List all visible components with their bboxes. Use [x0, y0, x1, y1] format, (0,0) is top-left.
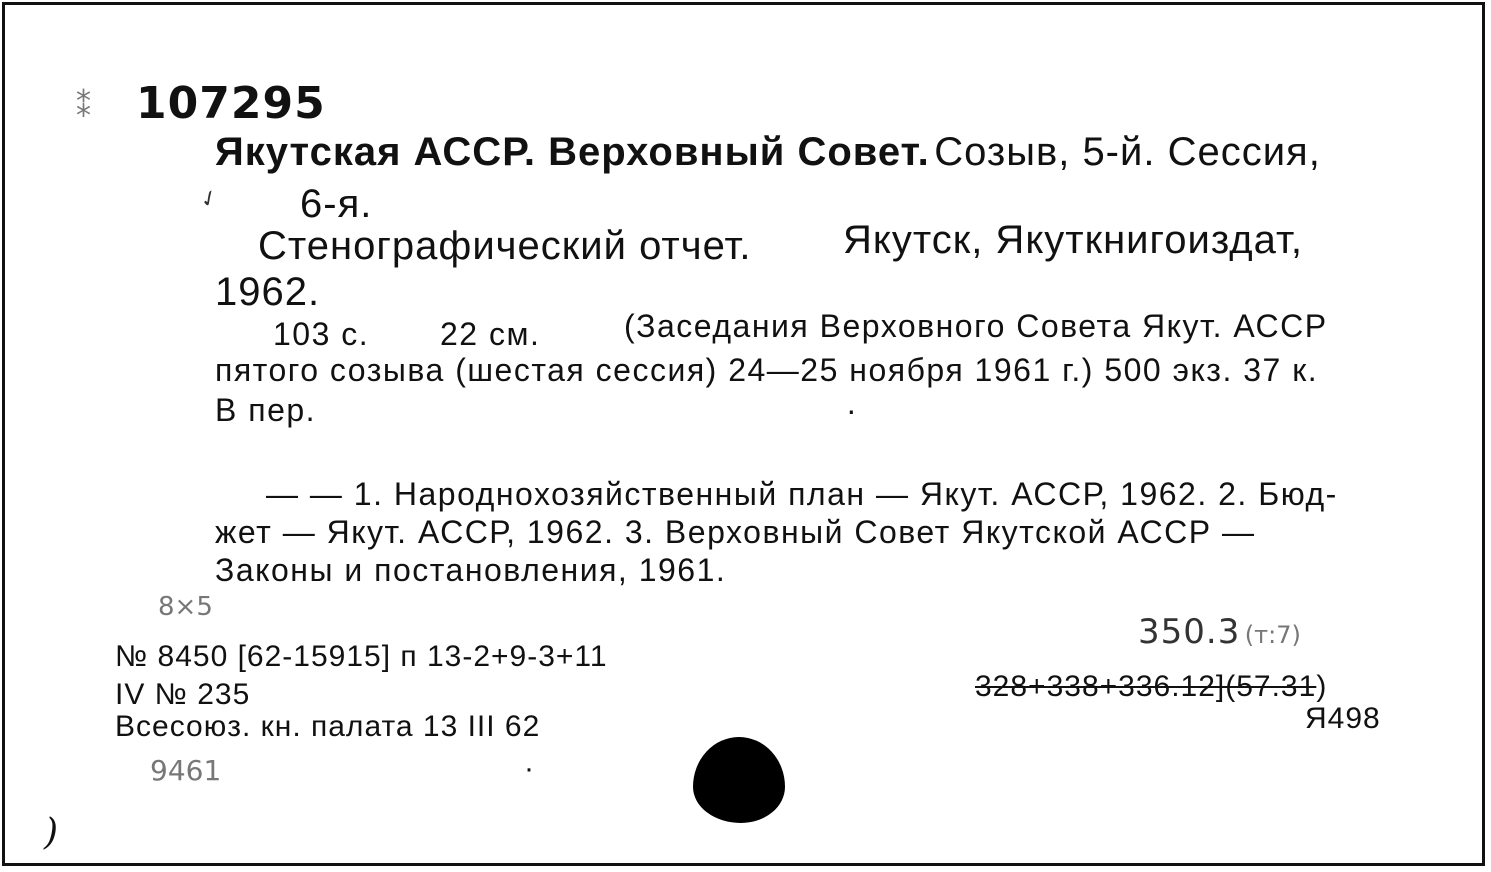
- footer-registration: № 8450 [62-15915] п 13-2+9-3+11: [115, 640, 608, 673]
- stray-dot: ·: [846, 392, 859, 428]
- footer-chamber: Всесоюз. кн. палата 13 III 62: [115, 710, 541, 743]
- faint-handwriting-2: 9461: [150, 754, 222, 787]
- collation-pages: 103 с.: [273, 316, 370, 352]
- class-number-line: [1138, 612, 1301, 652]
- accession-number: 107295: [136, 78, 326, 129]
- imprint-place-publisher: Якутск, Якуткнигоиздат,: [843, 218, 1303, 262]
- footer-dot: ·: [524, 752, 535, 785]
- corner-faint-mark: ⁑: [76, 90, 91, 125]
- stray-paren-mark: ): [44, 812, 59, 853]
- class-number: 350.3: [1138, 612, 1241, 652]
- binding-note: В пер.: [215, 392, 317, 428]
- collation-size: 22 см.: [440, 316, 541, 352]
- footer-volume: IV № 235: [115, 678, 251, 711]
- imprint-year: 1962.: [215, 270, 321, 314]
- class-faint: (т:7): [1244, 621, 1301, 649]
- title-statement: Стенографический отчет.: [258, 224, 752, 268]
- closing-paren: ): [1316, 670, 1328, 703]
- subject-line-3: Законы и постановления, 1961.: [215, 552, 727, 588]
- struck-numbers: 328+338+336.12](57.31: [975, 670, 1317, 703]
- heading-corporate-author: Якутская АССР. Верховный Совет.: [215, 130, 930, 174]
- series-note-line-1: (Заседания Верховного Совета Якут. АССР: [624, 308, 1328, 344]
- faint-handwriting-1: 8×5: [158, 592, 213, 622]
- struck-classification: [975, 670, 1327, 704]
- heading-session: Созыв, 5-й. Сессия,: [934, 130, 1321, 174]
- author-mark: Я498: [1305, 702, 1381, 735]
- series-note-line-2: пятого созыва (шестая сессия) 24—25 ноября 1961 г.) 500 экз. 37 к.: [215, 352, 1319, 388]
- subject-line-2: жет — Якут. АССР, 1962. 3. Верховный Совет Якутской АССР —: [215, 514, 1256, 550]
- heading-line-1: [215, 130, 1321, 175]
- check-mark: ✓: [195, 183, 223, 214]
- subject-line-1: — — 1. Народнохозяйственный план — Якут. АССР, 1962. 2. Бюд-: [266, 476, 1338, 512]
- heading-continuation: 6-я.: [300, 182, 373, 226]
